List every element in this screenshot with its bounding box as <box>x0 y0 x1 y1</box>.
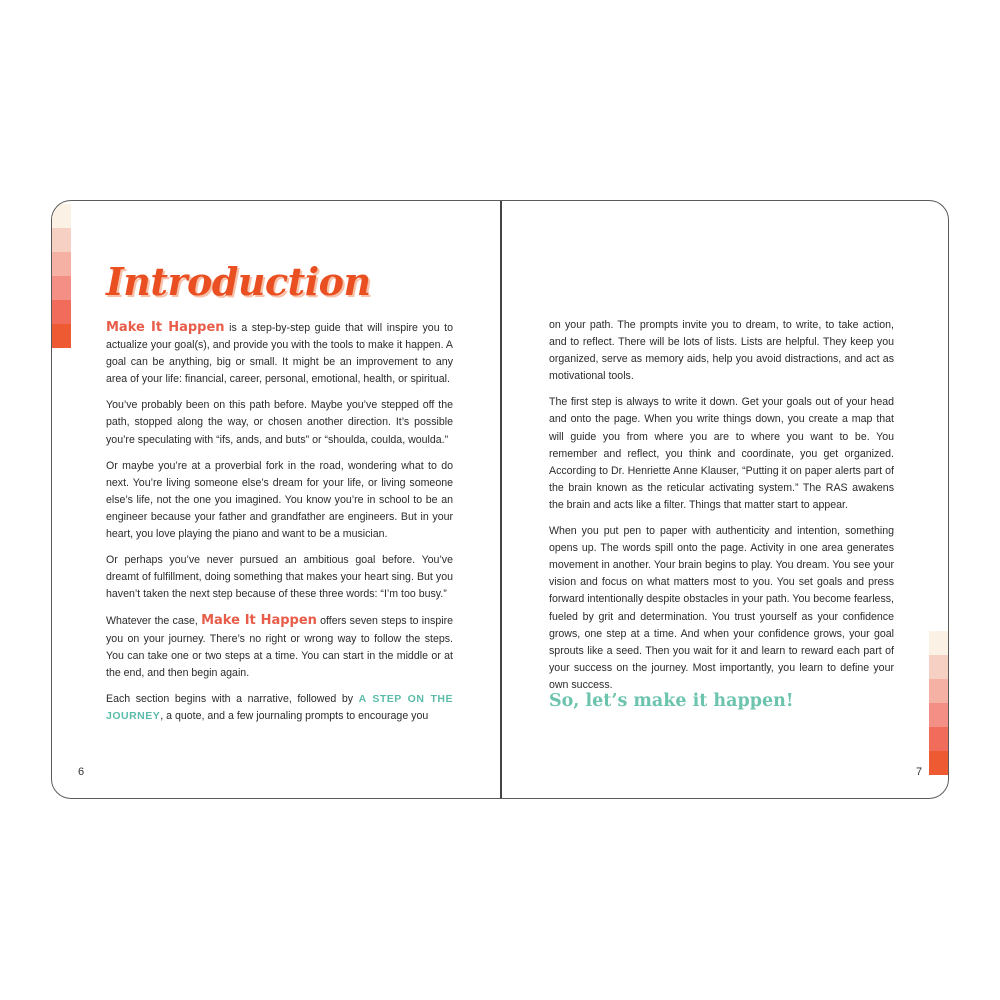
closing-heading: So, let’s make it happen! <box>549 691 794 711</box>
brand-name: Make It Happen <box>201 613 317 629</box>
paragraph <box>106 691 453 725</box>
paragraph <box>106 612 453 681</box>
open-book <box>51 200 949 799</box>
color-tab <box>929 655 948 679</box>
color-tab <box>52 252 71 276</box>
paragraph-text: , a quote, and a few journaling prompts to encourage you <box>160 709 429 722</box>
paragraph-text: is a step-by-step guide that will inspire you to actualize your goal(s), and provide you with the tools to make it happen. A goal can be anything, big or small. It might be an improvement to any area of your life: financial, career, personal, emotional, health, or spiritual. <box>106 322 453 386</box>
paragraph: You’ve probably been on this path before. Maybe you’ve stepped off the path, stopped along the way, or chosen another direction. It’s possible you’re speculating with “ifs, ands, and buts” or “shoulda, coulda, woulda.” <box>106 399 453 446</box>
book-spine <box>500 201 502 798</box>
paragraph: When you put pen to paper with authenticity and intention, something opens up. The words spill onto the page. Activity in one area generates movement in another. Your brain begins to play. You dream. You see your vision and focus on what matters most to you. You set goals and press forward intentionally despite obstacles in your path. You become fearless, fueled by grit and determination. You trust yourself as your confidence grows, one step at a time. And when your confidence grows, your goal sprouts like a seed. Then you wait for it and learn to reward each part of your success on the journey. Most importantly, you learn to define your own success. <box>549 525 894 691</box>
color-tab <box>52 324 71 348</box>
page-number-right: 7 <box>916 766 923 778</box>
paragraph-text: offers seven steps to inspire you on your journey. There’s no right or wrong way to follow the steps. You can take one or two steps at a time. You can start in the middle or at the end, and then begin again. <box>106 615 454 679</box>
paragraph-text: Whatever the case, <box>106 615 202 628</box>
page-title: Introduction <box>106 259 371 304</box>
brand-name: Make It Happen <box>106 320 225 335</box>
color-tab <box>52 300 71 324</box>
paragraph <box>106 319 453 388</box>
paragraph: Or perhaps you’ve never pursued an ambitious goal before. You’ve dreamt of fulfillment, doing something that makes your heart sing. But you haven’t taken the next step because of these three words: “I’m too busy.” <box>106 554 453 601</box>
step-highlight: A STEP ON THE JOURNEY <box>106 692 453 722</box>
color-tab <box>929 631 948 655</box>
color-tab <box>929 751 948 775</box>
color-tab <box>52 204 71 228</box>
color-tab <box>929 703 948 727</box>
paragraph: The first step is always to write it down. Get your goals out of your head and onto the page. When you write things down, you create a map that will guide you from where you are to where you want to be. You remember and reflect, you think and coordinate, you get organized. According to Dr. Henriette Anne Klauser, “Putting it on paper alerts part of the brain known as the reticular activating system.” The RAS awakens the brain and acts like a filter. Things that matter start to appear. <box>549 396 894 511</box>
color-tab <box>52 276 71 300</box>
color-tab <box>929 727 948 751</box>
paragraph-text: Each section begins with a narrative, followed by <box>106 692 359 705</box>
left-page-body <box>106 319 453 734</box>
paragraph: on your path. The prompts invite you to dream, to write, to take action, and to reflect. There will be lots of lists. Lists are helpful. They keep you organized, serve as memory aids, help you avoid distractions, and act as motivational tools. <box>549 319 894 383</box>
page-number-left: 6 <box>78 766 85 778</box>
left-color-tabs <box>52 204 71 348</box>
right-color-tabs <box>929 631 948 775</box>
right-page-body <box>549 317 894 703</box>
paragraph: Or maybe you’re at a proverbial fork in the road, wondering what to do next. You’re living someone else’s dream for your life, or living someone else’s life, not the one you imagined. You know you’re in school to be an engineer because your father and grandfather are engineers. But in your heart, you love playing the piano and want to be a musician. <box>106 459 453 541</box>
color-tab <box>52 228 71 252</box>
color-tab <box>929 679 948 703</box>
